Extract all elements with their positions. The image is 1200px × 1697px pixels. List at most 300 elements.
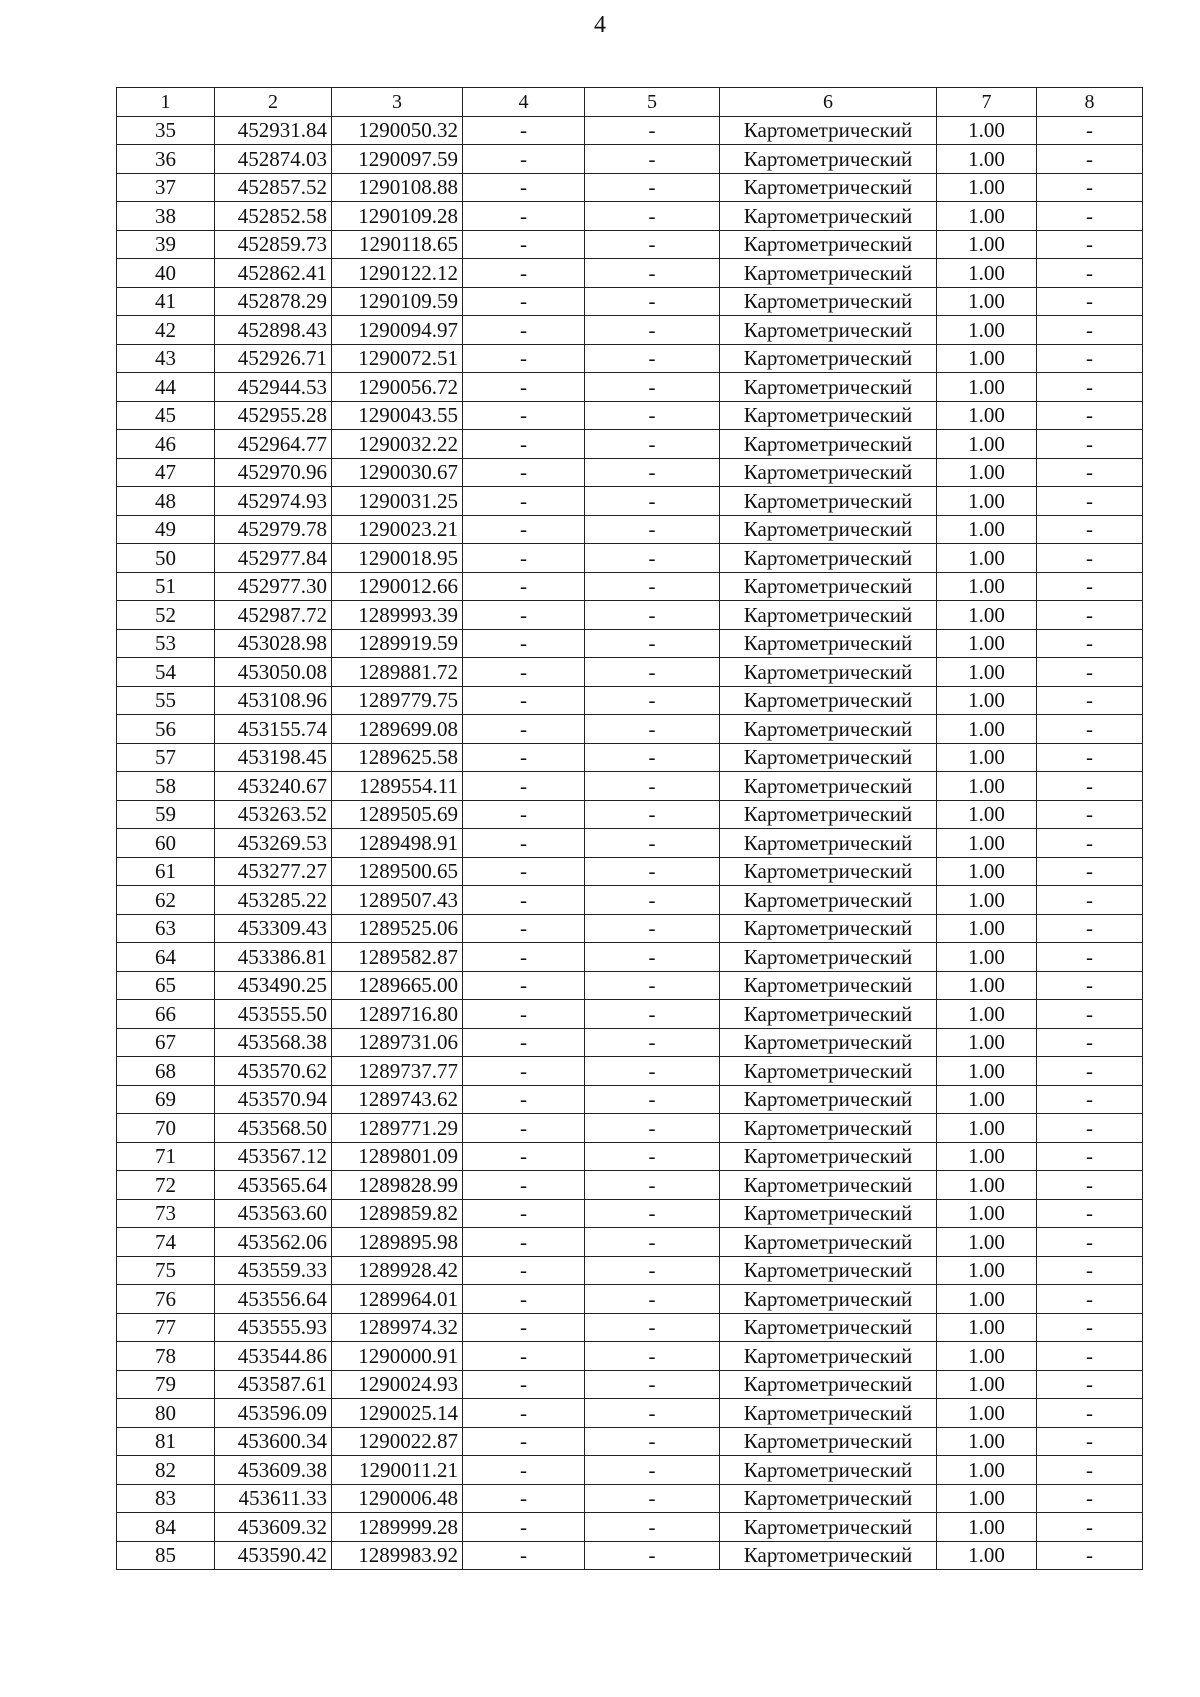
column-5-cell: -: [585, 857, 720, 886]
column-8-cell: -: [1037, 1484, 1143, 1513]
x-coordinate-cell: 453386.81: [215, 943, 332, 972]
coordinates-table: [116, 87, 1143, 1570]
method-cell: Картометрический: [720, 743, 937, 772]
column-4-cell: -: [463, 1199, 585, 1228]
column-4-cell: -: [463, 658, 585, 687]
x-coordinate-cell: 453556.64: [215, 1285, 332, 1314]
table-row: [117, 1085, 1143, 1114]
column-5-cell: -: [585, 544, 720, 573]
method-cell: Картометрический: [720, 515, 937, 544]
x-coordinate-cell: 453563.60: [215, 1199, 332, 1228]
x-coordinate-cell: 453559.33: [215, 1256, 332, 1285]
point-number-cell: 74: [117, 1228, 215, 1257]
y-coordinate-cell: 1289625.58: [332, 743, 463, 772]
point-number-cell: 69: [117, 1085, 215, 1114]
method-cell: Картометрический: [720, 287, 937, 316]
column-8-cell: -: [1037, 430, 1143, 459]
column-8-cell: -: [1037, 487, 1143, 516]
column-8-cell: -: [1037, 1285, 1143, 1314]
x-coordinate-cell: 453609.32: [215, 1513, 332, 1542]
y-coordinate-cell: 1290056.72: [332, 373, 463, 402]
column-8-cell: -: [1037, 1313, 1143, 1342]
table-row: [117, 145, 1143, 174]
method-cell: Картометрический: [720, 772, 937, 801]
point-number-cell: 65: [117, 971, 215, 1000]
method-cell: Картометрический: [720, 829, 937, 858]
column-5-cell: -: [585, 458, 720, 487]
method-cell: Картометрический: [720, 1028, 937, 1057]
column-8-cell: -: [1037, 202, 1143, 231]
column-4-cell: -: [463, 1399, 585, 1428]
column-5-cell: -: [585, 116, 720, 145]
column-4-cell: -: [463, 401, 585, 430]
x-coordinate-cell: 453028.98: [215, 629, 332, 658]
precision-cell: 1.00: [937, 116, 1037, 145]
column-8-cell: -: [1037, 1028, 1143, 1057]
table-row: [117, 487, 1143, 516]
column-4-cell: -: [463, 715, 585, 744]
y-coordinate-cell: 1289743.62: [332, 1085, 463, 1114]
column-4-cell: -: [463, 1114, 585, 1143]
column-4-cell: -: [463, 173, 585, 202]
table-row: [117, 686, 1143, 715]
precision-cell: 1.00: [937, 1256, 1037, 1285]
column-4-cell: -: [463, 686, 585, 715]
x-coordinate-cell: 453309.43: [215, 914, 332, 943]
method-cell: Картометрический: [720, 886, 937, 915]
method-cell: Картометрический: [720, 259, 937, 288]
precision-cell: 1.00: [937, 544, 1037, 573]
x-coordinate-cell: 452857.52: [215, 173, 332, 202]
method-cell: Картометрический: [720, 344, 937, 373]
column-5-cell: -: [585, 373, 720, 402]
method-cell: Картометрический: [720, 316, 937, 345]
precision-cell: 1.00: [937, 914, 1037, 943]
column-8-cell: -: [1037, 1370, 1143, 1399]
x-coordinate-cell: 453570.62: [215, 1057, 332, 1086]
column-4-cell: -: [463, 1000, 585, 1029]
x-coordinate-cell: 452852.58: [215, 202, 332, 231]
table-row: [117, 1256, 1143, 1285]
column-5-cell: -: [585, 886, 720, 915]
table-header-row: [117, 88, 1143, 117]
method-cell: Картометрический: [720, 401, 937, 430]
x-coordinate-cell: 452970.96: [215, 458, 332, 487]
column-8-cell: -: [1037, 1142, 1143, 1171]
point-number-cell: 35: [117, 116, 215, 145]
point-number-cell: 48: [117, 487, 215, 516]
table-row: [117, 458, 1143, 487]
column-8-cell: -: [1037, 715, 1143, 744]
point-number-cell: 36: [117, 145, 215, 174]
method-cell: Картометрический: [720, 1484, 937, 1513]
x-coordinate-cell: 452862.41: [215, 259, 332, 288]
table-row: [117, 173, 1143, 202]
y-coordinate-cell: 1290109.28: [332, 202, 463, 231]
column-5-cell: -: [585, 686, 720, 715]
column-4-cell: -: [463, 458, 585, 487]
column-8-cell: -: [1037, 401, 1143, 430]
precision-cell: 1.00: [937, 287, 1037, 316]
y-coordinate-cell: 1289919.59: [332, 629, 463, 658]
method-cell: Картометрический: [720, 373, 937, 402]
y-coordinate-cell: 1289582.87: [332, 943, 463, 972]
precision-cell: 1.00: [937, 515, 1037, 544]
table-row: [117, 629, 1143, 658]
column-5-cell: -: [585, 1456, 720, 1485]
x-coordinate-cell: 452979.78: [215, 515, 332, 544]
method-cell: Картометрический: [720, 1541, 937, 1570]
y-coordinate-cell: 1289974.32: [332, 1313, 463, 1342]
method-cell: Картометрический: [720, 1370, 937, 1399]
y-coordinate-cell: 1289881.72: [332, 658, 463, 687]
precision-cell: 1.00: [937, 658, 1037, 687]
column-5-cell: -: [585, 515, 720, 544]
y-coordinate-cell: 1290012.66: [332, 572, 463, 601]
y-coordinate-cell: 1289828.99: [332, 1171, 463, 1200]
x-coordinate-cell: 452974.93: [215, 487, 332, 516]
column-8-cell: -: [1037, 1114, 1143, 1143]
table-row: [117, 1028, 1143, 1057]
table-row: [117, 800, 1143, 829]
column-4-cell: -: [463, 829, 585, 858]
y-coordinate-cell: 1290030.67: [332, 458, 463, 487]
table-row: [117, 886, 1143, 915]
column-8-cell: -: [1037, 857, 1143, 886]
column-5-cell: -: [585, 1199, 720, 1228]
point-number-cell: 46: [117, 430, 215, 459]
column-5-cell: -: [585, 800, 720, 829]
column-8-cell: -: [1037, 515, 1143, 544]
column-8-cell: -: [1037, 1541, 1143, 1570]
y-coordinate-cell: 1289928.42: [332, 1256, 463, 1285]
column-8-cell: -: [1037, 886, 1143, 915]
x-coordinate-cell: 453570.94: [215, 1085, 332, 1114]
column-8-cell: -: [1037, 743, 1143, 772]
column-8-cell: -: [1037, 116, 1143, 145]
x-coordinate-cell: 453544.86: [215, 1342, 332, 1371]
y-coordinate-cell: 1290118.65: [332, 230, 463, 259]
method-cell: Картометрический: [720, 1456, 937, 1485]
column-4-cell: -: [463, 1513, 585, 1542]
column-header-4: 4: [463, 88, 585, 117]
column-4-cell: -: [463, 914, 585, 943]
precision-cell: 1.00: [937, 1142, 1037, 1171]
column-5-cell: -: [585, 772, 720, 801]
table-row: [117, 829, 1143, 858]
method-cell: Картометрический: [720, 230, 937, 259]
point-number-cell: 83: [117, 1484, 215, 1513]
column-5-cell: -: [585, 629, 720, 658]
x-coordinate-cell: 453600.34: [215, 1427, 332, 1456]
table-row: [117, 544, 1143, 573]
method-cell: Картометрический: [720, 1114, 937, 1143]
column-5-cell: -: [585, 259, 720, 288]
point-number-cell: 54: [117, 658, 215, 687]
column-4-cell: -: [463, 1427, 585, 1456]
column-4-cell: -: [463, 772, 585, 801]
precision-cell: 1.00: [937, 943, 1037, 972]
precision-cell: 1.00: [937, 1456, 1037, 1485]
column-header-5: 5: [585, 88, 720, 117]
method-cell: Картометрический: [720, 1085, 937, 1114]
column-5-cell: -: [585, 1399, 720, 1428]
method-cell: Картометрический: [720, 1142, 937, 1171]
table-body: [117, 88, 1143, 1570]
table-row: [117, 1000, 1143, 1029]
column-header-1: 1: [117, 88, 215, 117]
column-5-cell: -: [585, 1313, 720, 1342]
y-coordinate-cell: 1289983.92: [332, 1541, 463, 1570]
method-cell: Картометрический: [720, 1313, 937, 1342]
precision-cell: 1.00: [937, 971, 1037, 1000]
column-4-cell: -: [463, 1256, 585, 1285]
precision-cell: 1.00: [937, 800, 1037, 829]
method-cell: Картометрический: [720, 1228, 937, 1257]
y-coordinate-cell: 1289500.65: [332, 857, 463, 886]
x-coordinate-cell: 452878.29: [215, 287, 332, 316]
column-4-cell: -: [463, 1085, 585, 1114]
y-coordinate-cell: 1290109.59: [332, 287, 463, 316]
point-number-cell: 68: [117, 1057, 215, 1086]
method-cell: Картометрический: [720, 686, 937, 715]
precision-cell: 1.00: [937, 259, 1037, 288]
column-8-cell: -: [1037, 230, 1143, 259]
y-coordinate-cell: 1290006.48: [332, 1484, 463, 1513]
method-cell: Картометрический: [720, 601, 937, 630]
point-number-cell: 38: [117, 202, 215, 231]
y-coordinate-cell: 1290094.97: [332, 316, 463, 345]
method-cell: Картометрический: [720, 629, 937, 658]
precision-cell: 1.00: [937, 1313, 1037, 1342]
point-number-cell: 72: [117, 1171, 215, 1200]
point-number-cell: 60: [117, 829, 215, 858]
x-coordinate-cell: 453567.12: [215, 1142, 332, 1171]
column-header-7: 7: [937, 88, 1037, 117]
y-coordinate-cell: 1289554.11: [332, 772, 463, 801]
y-coordinate-cell: 1290023.21: [332, 515, 463, 544]
precision-cell: 1.00: [937, 1085, 1037, 1114]
table-row: [117, 1342, 1143, 1371]
method-cell: Картометрический: [720, 458, 937, 487]
precision-cell: 1.00: [937, 1484, 1037, 1513]
y-coordinate-cell: 1289731.06: [332, 1028, 463, 1057]
x-coordinate-cell: 453562.06: [215, 1228, 332, 1257]
point-number-cell: 63: [117, 914, 215, 943]
precision-cell: 1.00: [937, 430, 1037, 459]
column-5-cell: -: [585, 1285, 720, 1314]
column-8-cell: -: [1037, 1228, 1143, 1257]
x-coordinate-cell: 453565.64: [215, 1171, 332, 1200]
column-5-cell: -: [585, 316, 720, 345]
column-4-cell: -: [463, 145, 585, 174]
y-coordinate-cell: 1290122.12: [332, 259, 463, 288]
table-row: [117, 914, 1143, 943]
column-5-cell: -: [585, 1541, 720, 1570]
column-8-cell: -: [1037, 1000, 1143, 1029]
point-number-cell: 43: [117, 344, 215, 373]
point-number-cell: 71: [117, 1142, 215, 1171]
column-4-cell: -: [463, 572, 585, 601]
column-4-cell: -: [463, 1285, 585, 1314]
column-8-cell: -: [1037, 829, 1143, 858]
y-coordinate-cell: 1289801.09: [332, 1142, 463, 1171]
column-5-cell: -: [585, 173, 720, 202]
table-row: [117, 230, 1143, 259]
point-number-cell: 56: [117, 715, 215, 744]
x-coordinate-cell: 453596.09: [215, 1399, 332, 1428]
point-number-cell: 40: [117, 259, 215, 288]
precision-cell: 1.00: [937, 743, 1037, 772]
column-4-cell: -: [463, 373, 585, 402]
table-row: [117, 1484, 1143, 1513]
column-5-cell: -: [585, 401, 720, 430]
method-cell: Картометрический: [720, 1427, 937, 1456]
precision-cell: 1.00: [937, 886, 1037, 915]
table-row: [117, 515, 1143, 544]
column-5-cell: -: [585, 1256, 720, 1285]
x-coordinate-cell: 453611.33: [215, 1484, 332, 1513]
y-coordinate-cell: 1290022.87: [332, 1427, 463, 1456]
method-cell: Картометрический: [720, 1285, 937, 1314]
method-cell: Картометрический: [720, 1342, 937, 1371]
y-coordinate-cell: 1289716.80: [332, 1000, 463, 1029]
x-coordinate-cell: 453609.38: [215, 1456, 332, 1485]
precision-cell: 1.00: [937, 145, 1037, 174]
column-4-cell: -: [463, 230, 585, 259]
precision-cell: 1.00: [937, 487, 1037, 516]
method-cell: Картометрический: [720, 800, 937, 829]
x-coordinate-cell: 452977.30: [215, 572, 332, 601]
table-row: [117, 1513, 1143, 1542]
x-coordinate-cell: 453490.25: [215, 971, 332, 1000]
column-5-cell: -: [585, 487, 720, 516]
column-5-cell: -: [585, 1228, 720, 1257]
column-4-cell: -: [463, 743, 585, 772]
point-number-cell: 80: [117, 1399, 215, 1428]
column-5-cell: -: [585, 1427, 720, 1456]
table-row: [117, 316, 1143, 345]
y-coordinate-cell: 1290097.59: [332, 145, 463, 174]
table-row: [117, 1285, 1143, 1314]
point-number-cell: 76: [117, 1285, 215, 1314]
table-row: [117, 259, 1143, 288]
column-5-cell: -: [585, 1085, 720, 1114]
y-coordinate-cell: 1290031.25: [332, 487, 463, 516]
column-8-cell: -: [1037, 1342, 1143, 1371]
precision-cell: 1.00: [937, 686, 1037, 715]
y-coordinate-cell: 1290050.32: [332, 116, 463, 145]
point-number-cell: 82: [117, 1456, 215, 1485]
precision-cell: 1.00: [937, 458, 1037, 487]
table-row: [117, 344, 1143, 373]
column-5-cell: -: [585, 829, 720, 858]
column-8-cell: -: [1037, 601, 1143, 630]
column-8-cell: -: [1037, 686, 1143, 715]
column-8-cell: -: [1037, 287, 1143, 316]
point-number-cell: 66: [117, 1000, 215, 1029]
column-5-cell: -: [585, 1028, 720, 1057]
table-row: [117, 202, 1143, 231]
column-5-cell: -: [585, 1342, 720, 1371]
column-5-cell: -: [585, 658, 720, 687]
column-5-cell: -: [585, 230, 720, 259]
x-coordinate-cell: 452874.03: [215, 145, 332, 174]
column-4-cell: -: [463, 259, 585, 288]
method-cell: Картометрический: [720, 1057, 937, 1086]
table-row: [117, 971, 1143, 1000]
precision-cell: 1.00: [937, 202, 1037, 231]
point-number-cell: 75: [117, 1256, 215, 1285]
column-header-8: 8: [1037, 88, 1143, 117]
table-row: [117, 1427, 1143, 1456]
column-header-6: 6: [720, 88, 937, 117]
precision-cell: 1.00: [937, 1028, 1037, 1057]
point-number-cell: 79: [117, 1370, 215, 1399]
table-row: [117, 943, 1143, 972]
table-row: [117, 1228, 1143, 1257]
y-coordinate-cell: 1289771.29: [332, 1114, 463, 1143]
x-coordinate-cell: 453587.61: [215, 1370, 332, 1399]
column-4-cell: -: [463, 487, 585, 516]
method-cell: Картометрический: [720, 715, 937, 744]
column-4-cell: -: [463, 857, 585, 886]
column-4-cell: -: [463, 800, 585, 829]
y-coordinate-cell: 1289993.39: [332, 601, 463, 630]
table-row: [117, 743, 1143, 772]
point-number-cell: 67: [117, 1028, 215, 1057]
precision-cell: 1.00: [937, 1057, 1037, 1086]
table-row: [117, 572, 1143, 601]
point-number-cell: 50: [117, 544, 215, 573]
column-4-cell: -: [463, 316, 585, 345]
column-4-cell: -: [463, 1484, 585, 1513]
column-8-cell: -: [1037, 458, 1143, 487]
point-number-cell: 64: [117, 943, 215, 972]
column-5-cell: -: [585, 287, 720, 316]
x-coordinate-cell: 453555.50: [215, 1000, 332, 1029]
column-5-cell: -: [585, 344, 720, 373]
x-coordinate-cell: 453050.08: [215, 658, 332, 687]
column-5-cell: -: [585, 715, 720, 744]
y-coordinate-cell: 1290072.51: [332, 344, 463, 373]
x-coordinate-cell: 453198.45: [215, 743, 332, 772]
method-cell: Картометрический: [720, 116, 937, 145]
point-number-cell: 55: [117, 686, 215, 715]
method-cell: Картометрический: [720, 1399, 937, 1428]
y-coordinate-cell: 1289964.01: [332, 1285, 463, 1314]
column-4-cell: -: [463, 1456, 585, 1485]
precision-cell: 1.00: [937, 1370, 1037, 1399]
x-coordinate-cell: 452977.84: [215, 544, 332, 573]
column-8-cell: -: [1037, 173, 1143, 202]
table-row: [117, 601, 1143, 630]
method-cell: Картометрический: [720, 1171, 937, 1200]
table-row: [117, 857, 1143, 886]
precision-cell: 1.00: [937, 401, 1037, 430]
point-number-cell: 52: [117, 601, 215, 630]
column-4-cell: -: [463, 1228, 585, 1257]
x-coordinate-cell: 452931.84: [215, 116, 332, 145]
point-number-cell: 57: [117, 743, 215, 772]
x-coordinate-cell: 452859.73: [215, 230, 332, 259]
x-coordinate-cell: 453269.53: [215, 829, 332, 858]
x-coordinate-cell: 452964.77: [215, 430, 332, 459]
precision-cell: 1.00: [937, 629, 1037, 658]
column-8-cell: -: [1037, 1456, 1143, 1485]
column-5-cell: -: [585, 1057, 720, 1086]
point-number-cell: 39: [117, 230, 215, 259]
